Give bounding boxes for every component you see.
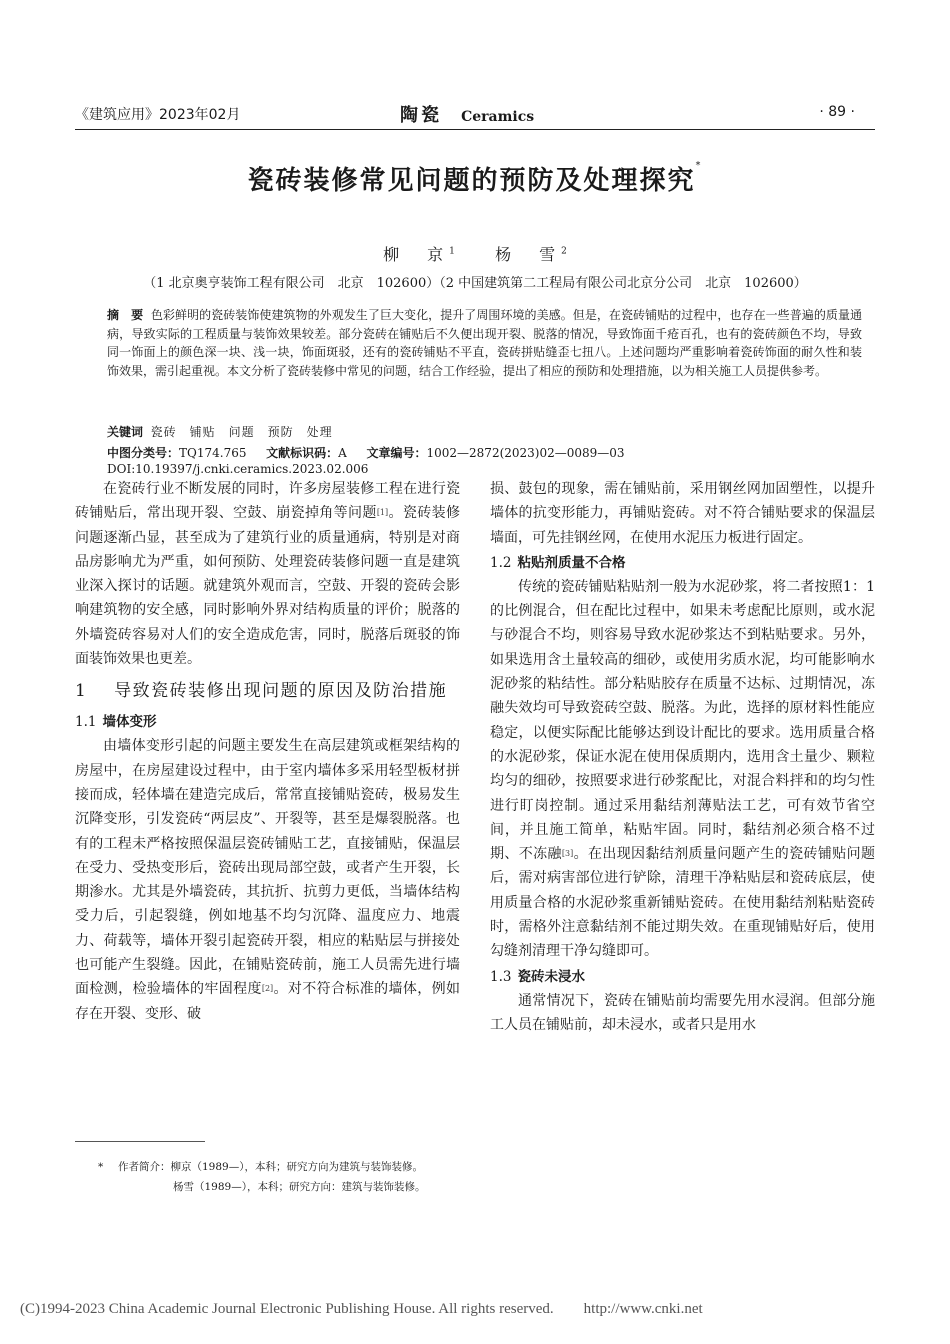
author-name: 杨 雪 <box>495 245 562 264</box>
subsection-title: 瓷砖未浸水 <box>517 968 585 985</box>
copyright-notice: (C)1994-2023 China Academic Journal Electronic Publishing House. All rights reserved. http://www.cnki.net <box>20 1301 703 1317</box>
abstract <box>107 306 862 380</box>
clc-value: TQ174.765 <box>179 446 247 460</box>
footnote <box>98 1157 598 1197</box>
keywords <box>107 423 867 440</box>
affiliation: （1 北京奥亨装饰工程有限公司 北京 102600）（2 中国建筑第二工程局有限公司北京分公司 北京 102600） <box>143 276 807 291</box>
title-mark: * <box>695 160 703 171</box>
section-heading <box>75 677 460 706</box>
page-number: · 89 · <box>819 104 855 120</box>
footnote-mark: * <box>98 1161 104 1173</box>
title-text: 瓷砖装修常见问题的预防及处理探究 <box>247 166 696 196</box>
subsection-number: 1.2 <box>490 554 512 571</box>
paragraph-text-1: 传统的瓷砖铺贴粘贴剂一般为水泥砂浆，将二者按照1：1的比例混合，但在配比过程中，如果未考虑配比原则，或水泥与砂混合不均，则容易导致水泥砂浆达不到粘贴要求。另外，如果选用含土量较高的细砂，或使用劣质水泥，均可能影响水泥砂浆的粘结性。部分粘贴胶存在质量不达标、过期情况，冻融失效均可导致瓷砖空鼓、脱落。为此，选择的原材料性能应稳定，以便实际配比能够达到设计配比的要求。选用质量合格的水泥砂浆，保证水泥在使用保质期内，选用含土量少、颗粒均匀的细砂，按照要求进行砂浆配比，对混合料拌和的均匀性进行盯岗控制。通过采用黏结剂薄贴法工艺，可有效节省空间，并且施工简单，粘贴牢固。同时，黏结剂必须合格不过期、不冻融 <box>490 578 875 863</box>
citation: [2] <box>261 984 274 994</box>
right-column <box>490 477 875 1037</box>
author-line <box>0 242 950 265</box>
subsection-number: 1.3 <box>490 968 512 985</box>
body-paragraph <box>75 734 460 1026</box>
intro-text-1: 在瓷砖行业不断发展的同时，许多房屋装修工程在进行瓷砖铺贴后，常出现开裂、空鼓、崩瓷掉角等问题 <box>75 481 460 522</box>
section-number: 1 <box>75 681 88 702</box>
body-paragraph <box>490 575 875 964</box>
subsection-heading <box>75 710 460 734</box>
citation: [3] <box>561 849 574 859</box>
doccode-value: A <box>338 446 347 460</box>
subsection-number: 1.1 <box>75 714 97 731</box>
keywords-items: 瓷砖 铺贴 问题 预防 处理 <box>150 425 333 439</box>
clc-label: 中图分类号： <box>107 446 180 460</box>
column-english: Ceramics <box>461 109 535 125</box>
column-header <box>400 101 534 127</box>
doi: DOI:10.19397/j.cnki.ceramics.2023.02.006 <box>107 462 369 476</box>
paragraph-text-1: 由墙体变形引起的问题主要发生在高层建筑或框架结构的房屋中，在房屋建设过程中，由于室内墙体多采用轻型板材拼接而成，轻体墙在建造完成后，常常直接铺贴瓷砖，极易发生沉降变形，引发瓷砖“两层皮”、开裂等，甚至是爆裂脱落。也有的工程未严格按照保温层瓷砖铺贴工艺，直接铺贴，保温层在受力、受热变形后，瓷砖出现局部空鼓，或者产生开裂，长期渗水。尤其是外墙瓷砖，其抗折、抗剪力更低，当墙体结构受力后，引起裂缝，例如地基不均匀沉降、温度应力、地震力、荷载等，墙体开裂引起瓷砖开裂，相应的粘贴层与拼接处也可能产生裂缝。因此，在铺贴瓷砖前，施工人员需先进行墙面检测，检验墙体的牢固程度 <box>75 738 460 998</box>
doccode-label: 文献标识码： <box>266 446 339 460</box>
paragraph-text-2: 。在出现因黏结剂质量问题产生的瓷砖铺贴问题后，需对病害部位进行铲除，清理干净粘贴层和瓷砖底层，使用质量合格的水泥砂浆重新铺贴瓷砖。在使用黏结剂粘贴瓷砖时，需格外注意黏结剂不能过期失效。在重现铺贴好后，使用勾缝剂清理干净勾缝即可。 <box>490 846 876 960</box>
citation: [1] <box>376 508 389 518</box>
intro-text-2: 。瓷砖装修问题逐渐凸显，甚至成为了建筑行业的质量通病，特别是对商品房影响尤为严重，如何预防、处理瓷砖装修问题一直是建筑业深入探讨的话题。就建筑外观而言，空鼓、开裂的瓷砖会影响建筑物的安全感，同时影响外界对结构质量的评价；脱落的外墙瓷砖容易对人们的安全造成危害，同时，脱落后斑驳的饰面装饰效果也更差。 <box>75 505 461 668</box>
subsection-title: 墙体变形 <box>102 714 157 731</box>
abstract-text: 色彩鲜明的瓷砖装饰使建筑物的外观发生了巨大变化，提升了周围环境的美感。但是，在瓷砖铺贴的过程中，也存在一些普遍的质量通病，导致实际的工程质量与装饰效果较差。部分瓷砖在铺贴后不久便出现开裂、脱落的情况，导致饰面千疮百孔，也有的瓷砖颜色不均，导致同一饰面上的颜色深一块、浅一块，饰面斑驳，还有的瓷砖铺贴不平直，瓷砖拼贴缝歪七扭八。上述问题均严重影响着瓷砖饰面的耐久性和装饰效果，需引起重视。本文分析了瓷砖装修中常见的问题，结合工作经验，提出了相应的预防和处理措施，以为相关施工人员提供参考。 <box>107 308 862 378</box>
classification-line <box>107 444 867 461</box>
subsection-heading <box>490 551 875 575</box>
author-affil-sup: 2 <box>561 246 567 257</box>
header-rule <box>75 129 875 130</box>
paragraph-text-2: 。对不符合标准的墙体，例如存在开裂、变形、破 <box>75 981 460 1022</box>
footnote-rule <box>75 1141 205 1142</box>
subsection-heading <box>490 965 875 989</box>
body-paragraph: 损、鼓包的现象，需在铺贴前，采用钢丝网加固塑性，以提升墙体的抗变形能力，再铺贴瓷砖。对不符合铺贴要求的保温层墙面，可先挂钢丝网，在使用水泥压力板进行固定。 <box>490 481 875 546</box>
article-number-value: 1002—2872(2023)02—0089—03 <box>426 446 625 460</box>
section-title: 导致瓷砖装修出现问题的原因及防治措施 <box>114 681 448 702</box>
intro-paragraph <box>75 477 460 671</box>
article-title <box>0 160 950 197</box>
left-column <box>75 477 460 1026</box>
article-number-label: 文章编号： <box>366 446 427 460</box>
footnote-text: 作者简介：柳京（1989—），本科；研究方向为建筑与装饰装修。 <box>118 1161 423 1173</box>
abstract-label: 摘 要 <box>107 308 144 322</box>
subsection-title: 粘贴剂质量不合格 <box>517 554 626 571</box>
author-name: 柳 京 <box>383 245 450 264</box>
column-seal: 陶瓷 <box>400 105 442 126</box>
footnote-line <box>98 1157 598 1177</box>
footnote-line: 杨雪（1989—），本科；研究方向：建筑与装饰装修。 <box>173 1181 426 1193</box>
keywords-label: 关键词 <box>107 425 144 439</box>
body-paragraph: 通常情况下，瓷砖在铺贴前均需要先用水浸润。但部分施工人员在铺贴前，却未浸水，或者只是用水 <box>490 992 875 1033</box>
journal-name: 《建筑应用》2023年02月 <box>75 107 241 123</box>
author-affil-sup: 1 <box>449 246 455 257</box>
